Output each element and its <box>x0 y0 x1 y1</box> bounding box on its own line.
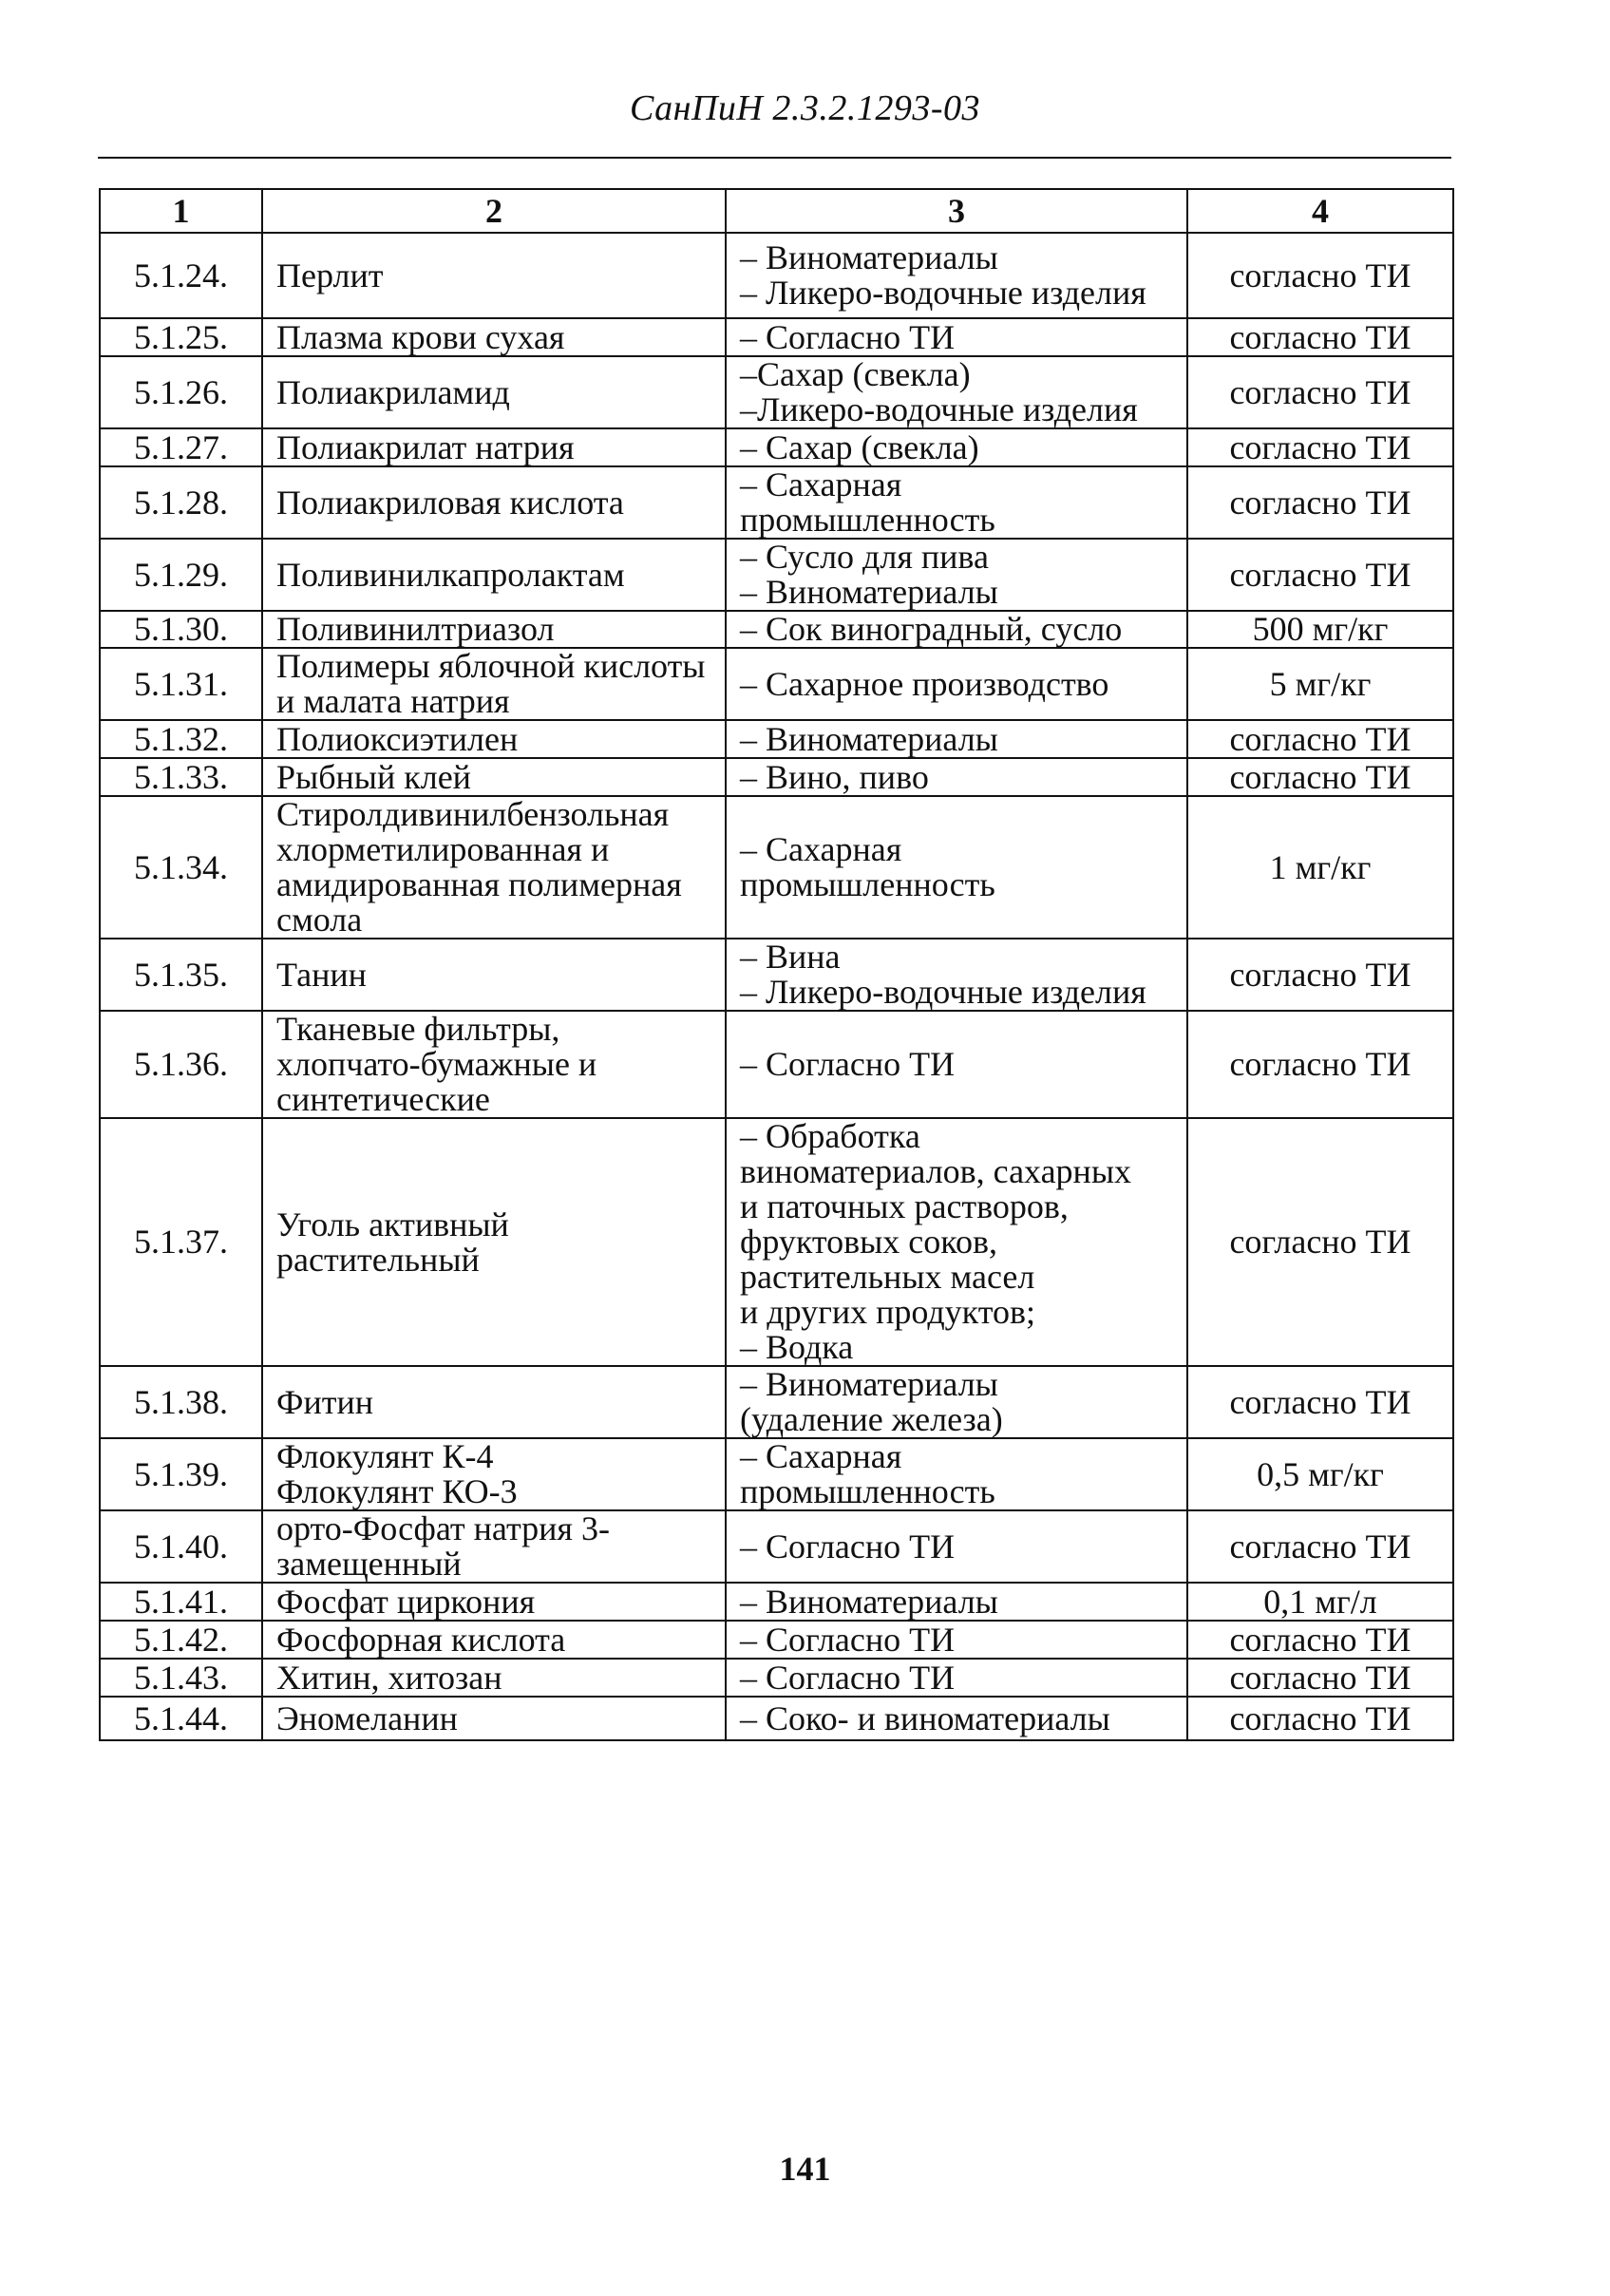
row-number-cell: 5.1.28. <box>100 466 262 539</box>
norm-cell: согласно ТИ <box>1187 720 1453 758</box>
row-number-cell: 5.1.38. <box>100 1366 262 1438</box>
table-row <box>100 1011 1453 1118</box>
table-row <box>100 428 1453 466</box>
usage-cell: – Сахарная промышленность <box>726 466 1187 539</box>
additives-table <box>99 188 1454 1741</box>
additive-name-cell: Тканевые фильтры, хлопчато-бумажные и синтетические <box>262 1011 726 1118</box>
page-number: 141 <box>779 2150 831 2188</box>
table-row <box>100 758 1453 796</box>
norm-cell: согласно ТИ <box>1187 758 1453 796</box>
row-number-cell: 5.1.34. <box>100 796 262 939</box>
additive-name-cell: Полиакриламид <box>262 356 726 428</box>
table-row <box>100 1621 1453 1659</box>
row-number-cell: 5.1.43. <box>100 1659 262 1697</box>
page-header-title: СанПиН 2.3.2.1293-03 <box>630 88 980 128</box>
table-row <box>100 1697 1453 1740</box>
norm-cell: согласно ТИ <box>1187 1621 1453 1659</box>
header-divider <box>98 157 1451 159</box>
additive-name-cell: Полиоксиэтилен <box>262 720 726 758</box>
additive-name-cell: Полиакриловая кислота <box>262 466 726 539</box>
usage-cell: – Согласно ТИ <box>726 318 1187 356</box>
row-number-cell: 5.1.27. <box>100 428 262 466</box>
usage-cell: – Вина – Ликеро-водочные изделия <box>726 939 1187 1011</box>
norm-cell: согласно ТИ <box>1187 539 1453 611</box>
row-number-cell: 5.1.37. <box>100 1118 262 1366</box>
norm-cell: согласно ТИ <box>1187 939 1453 1011</box>
table-row <box>100 611 1453 648</box>
usage-cell: – Виноматериалы <box>726 720 1187 758</box>
usage-cell: – Сахарная промышленность <box>726 796 1187 939</box>
row-number-cell: 5.1.30. <box>100 611 262 648</box>
column-header: 3 <box>726 189 1187 233</box>
row-number-cell: 5.1.24. <box>100 233 262 318</box>
norm-cell: согласно ТИ <box>1187 233 1453 318</box>
table-row <box>100 720 1453 758</box>
table-row <box>100 466 1453 539</box>
norm-cell: согласно ТИ <box>1187 1118 1453 1366</box>
norm-cell: согласно ТИ <box>1187 1011 1453 1118</box>
norm-cell: 500 мг/кг <box>1187 611 1453 648</box>
usage-cell: – Согласно ТИ <box>726 1659 1187 1697</box>
row-number-cell: 5.1.35. <box>100 939 262 1011</box>
additive-name-cell: Полиакрилат натрия <box>262 428 726 466</box>
usage-cell: – Сахар (свекла) <box>726 428 1187 466</box>
additive-name-cell: Хитин, хитозан <box>262 1659 726 1697</box>
table-row <box>100 648 1453 720</box>
additive-name-cell: Рыбный клей <box>262 758 726 796</box>
usage-cell: – Сусло для пива – Виноматериалы <box>726 539 1187 611</box>
norm-cell: согласно ТИ <box>1187 466 1453 539</box>
column-header: 4 <box>1187 189 1453 233</box>
additive-name-cell: Перлит <box>262 233 726 318</box>
usage-cell: – Виноматериалы – Ликеро-водочные изделия <box>726 233 1187 318</box>
usage-cell: – Согласно ТИ <box>726 1011 1187 1118</box>
norm-cell: согласно ТИ <box>1187 1366 1453 1438</box>
table-row <box>100 1438 1453 1510</box>
usage-cell: – Вино, пиво <box>726 758 1187 796</box>
row-number-cell: 5.1.32. <box>100 720 262 758</box>
norm-cell: согласно ТИ <box>1187 318 1453 356</box>
additive-name-cell: Фосфат циркония <box>262 1583 726 1621</box>
row-number-cell: 5.1.44. <box>100 1697 262 1740</box>
norm-cell: 0,1 мг/л <box>1187 1583 1453 1621</box>
table-row <box>100 1118 1453 1366</box>
norm-cell: 5 мг/кг <box>1187 648 1453 720</box>
additive-name-cell: Поливинилтриазол <box>262 611 726 648</box>
row-number-cell: 5.1.36. <box>100 1011 262 1118</box>
usage-cell: – Сахарное производство <box>726 648 1187 720</box>
table-row <box>100 539 1453 611</box>
row-number-cell: 5.1.41. <box>100 1583 262 1621</box>
additive-name-cell: Фитин <box>262 1366 726 1438</box>
row-number-cell: 5.1.33. <box>100 758 262 796</box>
additive-name-cell: орто-Фосфат натрия 3-замещенный <box>262 1510 726 1583</box>
additive-name-cell: Танин <box>262 939 726 1011</box>
table-row <box>100 356 1453 428</box>
additive-name-cell: Уголь активный растительный <box>262 1118 726 1366</box>
row-number-cell: 5.1.42. <box>100 1621 262 1659</box>
additive-name-cell: Эномеланин <box>262 1697 726 1740</box>
additive-name-cell: Поливинилкапролактам <box>262 539 726 611</box>
norm-cell: согласно ТИ <box>1187 1697 1453 1740</box>
row-number-cell: 5.1.26. <box>100 356 262 428</box>
norm-cell: согласно ТИ <box>1187 1510 1453 1583</box>
additive-name-cell: Стиролдивинилбензольная хлорметилированная и амидированная полимерная смола <box>262 796 726 939</box>
column-header: 1 <box>100 189 262 233</box>
additive-name-cell: Плазма крови сухая <box>262 318 726 356</box>
usage-cell: – Виноматериалы (удаление железа) <box>726 1366 1187 1438</box>
norm-cell: 0,5 мг/кг <box>1187 1438 1453 1510</box>
table-row <box>100 318 1453 356</box>
row-number-cell: 5.1.25. <box>100 318 262 356</box>
usage-cell: – Согласно ТИ <box>726 1621 1187 1659</box>
norm-cell: 1 мг/кг <box>1187 796 1453 939</box>
table-body <box>100 233 1453 1740</box>
row-number-cell: 5.1.31. <box>100 648 262 720</box>
norm-cell: согласно ТИ <box>1187 1659 1453 1697</box>
usage-cell: – Сахарная промышленность <box>726 1438 1187 1510</box>
norm-cell: согласно ТИ <box>1187 356 1453 428</box>
usage-cell: – Соко- и виноматериалы <box>726 1697 1187 1740</box>
norm-cell: согласно ТИ <box>1187 428 1453 466</box>
row-number-cell: 5.1.29. <box>100 539 262 611</box>
additive-name-cell: Флокулянт К-4 Флокулянт КО-3 <box>262 1438 726 1510</box>
table-row <box>100 1366 1453 1438</box>
table-row <box>100 1659 1453 1697</box>
row-number-cell: 5.1.39. <box>100 1438 262 1510</box>
usage-cell: – Обработка виноматериалов, сахарных и паточных растворов, фруктовых соков, растительных масел и других продуктов; – Водка <box>726 1118 1187 1366</box>
additive-name-cell: Фосфорная кислота <box>262 1621 726 1659</box>
table-row <box>100 233 1453 318</box>
table-row <box>100 1510 1453 1583</box>
table-header-row <box>100 189 1453 233</box>
table-row <box>100 1583 1453 1621</box>
table-row <box>100 796 1453 939</box>
usage-cell: – Согласно ТИ <box>726 1510 1187 1583</box>
usage-cell: – Сок виноградный, сусло <box>726 611 1187 648</box>
usage-cell: –Сахар (свекла) –Ликеро-водочные изделия <box>726 356 1187 428</box>
row-number-cell: 5.1.40. <box>100 1510 262 1583</box>
column-header: 2 <box>262 189 726 233</box>
usage-cell: – Виноматериалы <box>726 1583 1187 1621</box>
table-row <box>100 939 1453 1011</box>
additive-name-cell: Полимеры яблочной кислоты и малата натрия <box>262 648 726 720</box>
